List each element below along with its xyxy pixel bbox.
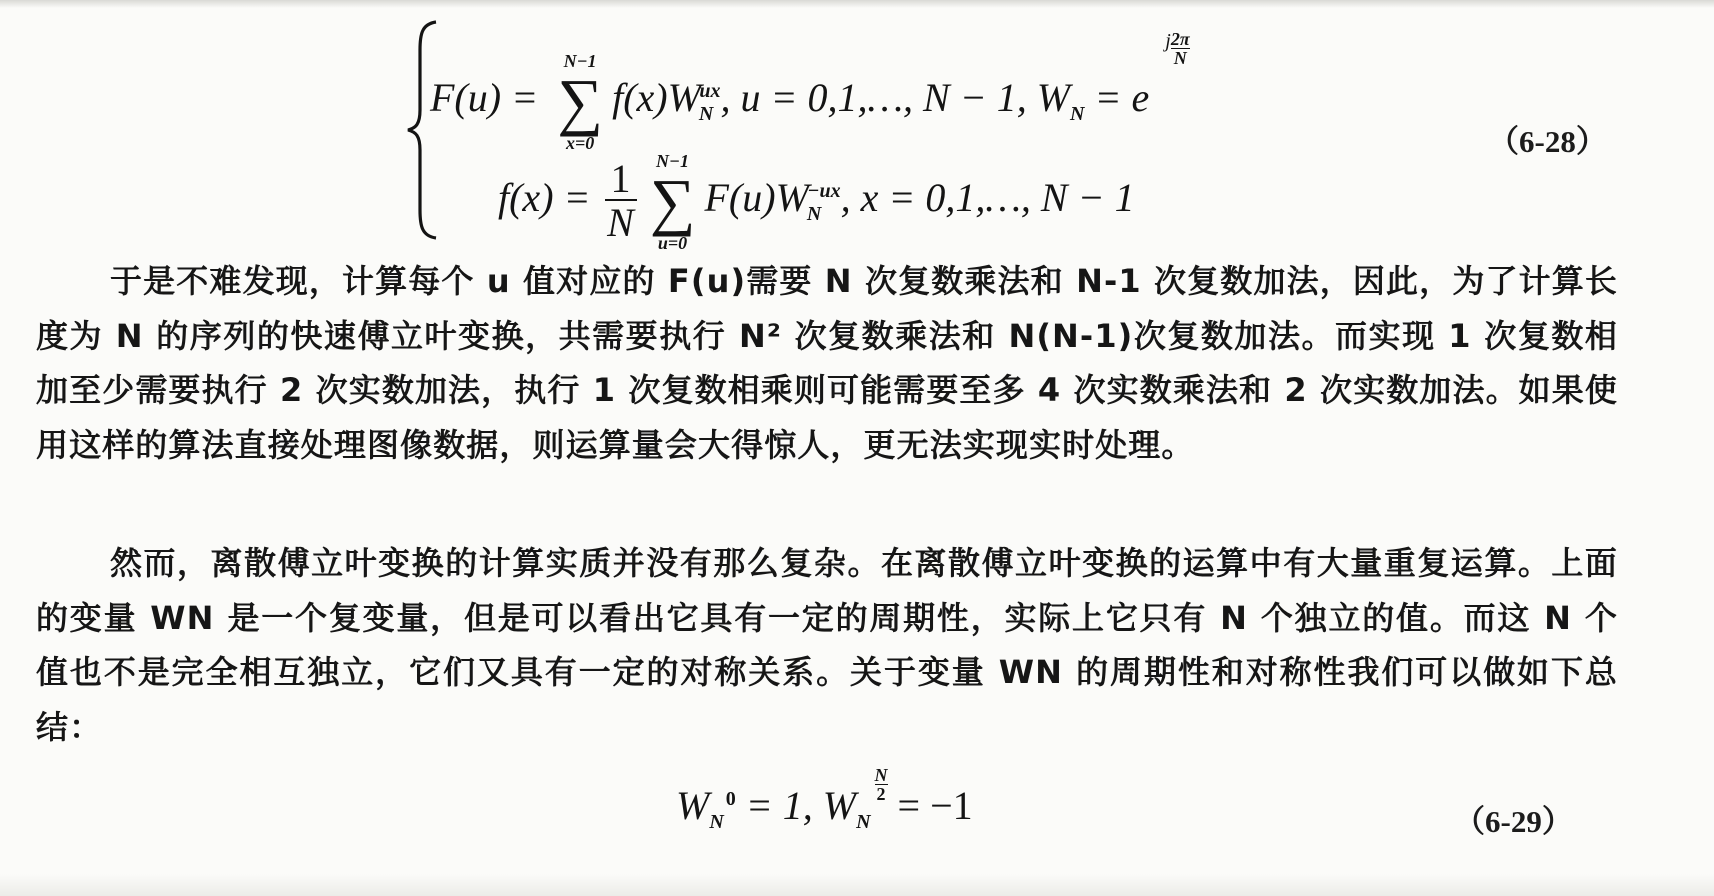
eq3-part3: = −1	[887, 783, 973, 828]
sigma-icon: ∑	[557, 66, 603, 137]
eq3-part1-sub: N	[709, 811, 724, 833]
eq2-term-sup: −ux	[807, 179, 841, 202]
eq3-exp-den: 2	[876, 784, 886, 804]
eq3-part1-sup: 0	[725, 787, 736, 810]
frac-den: N	[607, 200, 634, 245]
sum-upper-limit: N−1	[563, 51, 597, 71]
paragraph-2: 然而，离散傅立叶变换的计算实质并没有那么复杂。在离散傅立叶变换的运算中有大量重复运算。上面的变量 WN 是一个复变量，但是可以看出它具有一定的周期性，实际上它只有 N 个独立的值。而这 N 个值也不是完全相互独立，它们又具有一定的对称关系。关于变量 WN 的周期性和对称性我们可以做如下总结：	[36, 544, 1618, 746]
eq3-part1: W	[676, 783, 710, 828]
sum-lower-limit: u=0	[657, 233, 688, 253]
fraction-1-over-n	[605, 156, 637, 245]
eq2-condition: , x = 0,1,…, N − 1	[840, 175, 1135, 221]
equation-number-6-28: （6-28）	[1488, 124, 1607, 159]
sum-lower-limit: x=0	[565, 133, 595, 153]
eq1-term: f(x)W	[612, 75, 701, 121]
summation-x	[552, 52, 608, 152]
exp-den: N	[1173, 48, 1187, 68]
exp-num: 2π	[1170, 29, 1190, 49]
eq1-condition-sub: N	[1070, 103, 1085, 126]
eq2-term-sub: N	[806, 203, 822, 226]
equation-6-28-line2	[498, 152, 1135, 252]
exp-prefix: j	[1165, 30, 1171, 52]
scan-edge-top	[0, 0, 1714, 8]
sum-upper-limit: N−1	[656, 151, 689, 171]
eq3-part2-sub: N	[856, 811, 871, 833]
eq3-part2: = 1, W	[735, 783, 857, 828]
exponent	[1165, 30, 1189, 77]
eq1-condition-eq: = e	[1084, 75, 1150, 121]
frac-num: 1	[605, 159, 637, 201]
eq1-term-sub: N	[698, 103, 714, 126]
eq1-condition: , u = 0,1,…, N − 1, W	[720, 75, 1071, 121]
equation-6-29	[676, 765, 973, 834]
eq2-lhs: f(x) =	[498, 175, 591, 221]
sigma-icon: ∑	[649, 166, 696, 237]
eq3-exp-num: N	[874, 765, 888, 785]
eq1-lhs: F(u) =	[430, 75, 539, 121]
exp-fraction	[1171, 30, 1190, 67]
scan-edge-bottom	[0, 874, 1714, 896]
summation-u	[645, 152, 701, 252]
paragraph-1: 于是不难发现，计算每个 u 值对应的 F(u)需要 N 次复数乘法和 N-1 次复数加法，因此，为了计算长度为 N 的序列的快速傅立叶变换，共需要执行 N² 次复数乘法和 N(N-1)次复数加法。而实现 1 次复数相加至少需要执行 2 次实数加法，执行 1 次复数相乘则可能需要至多 4 次实数乘法和 2 次实数加法。如果使用这样的算法直接处理图像数据，则运算量会大得惊人，更无法实现实时处理。	[36, 262, 1618, 464]
eq1-term-sup: ux	[699, 79, 721, 102]
eq3-exp-fraction	[875, 766, 888, 803]
equation-number-6-29: （6-29）	[1454, 804, 1573, 839]
eq2-term: F(u)W	[704, 175, 809, 221]
